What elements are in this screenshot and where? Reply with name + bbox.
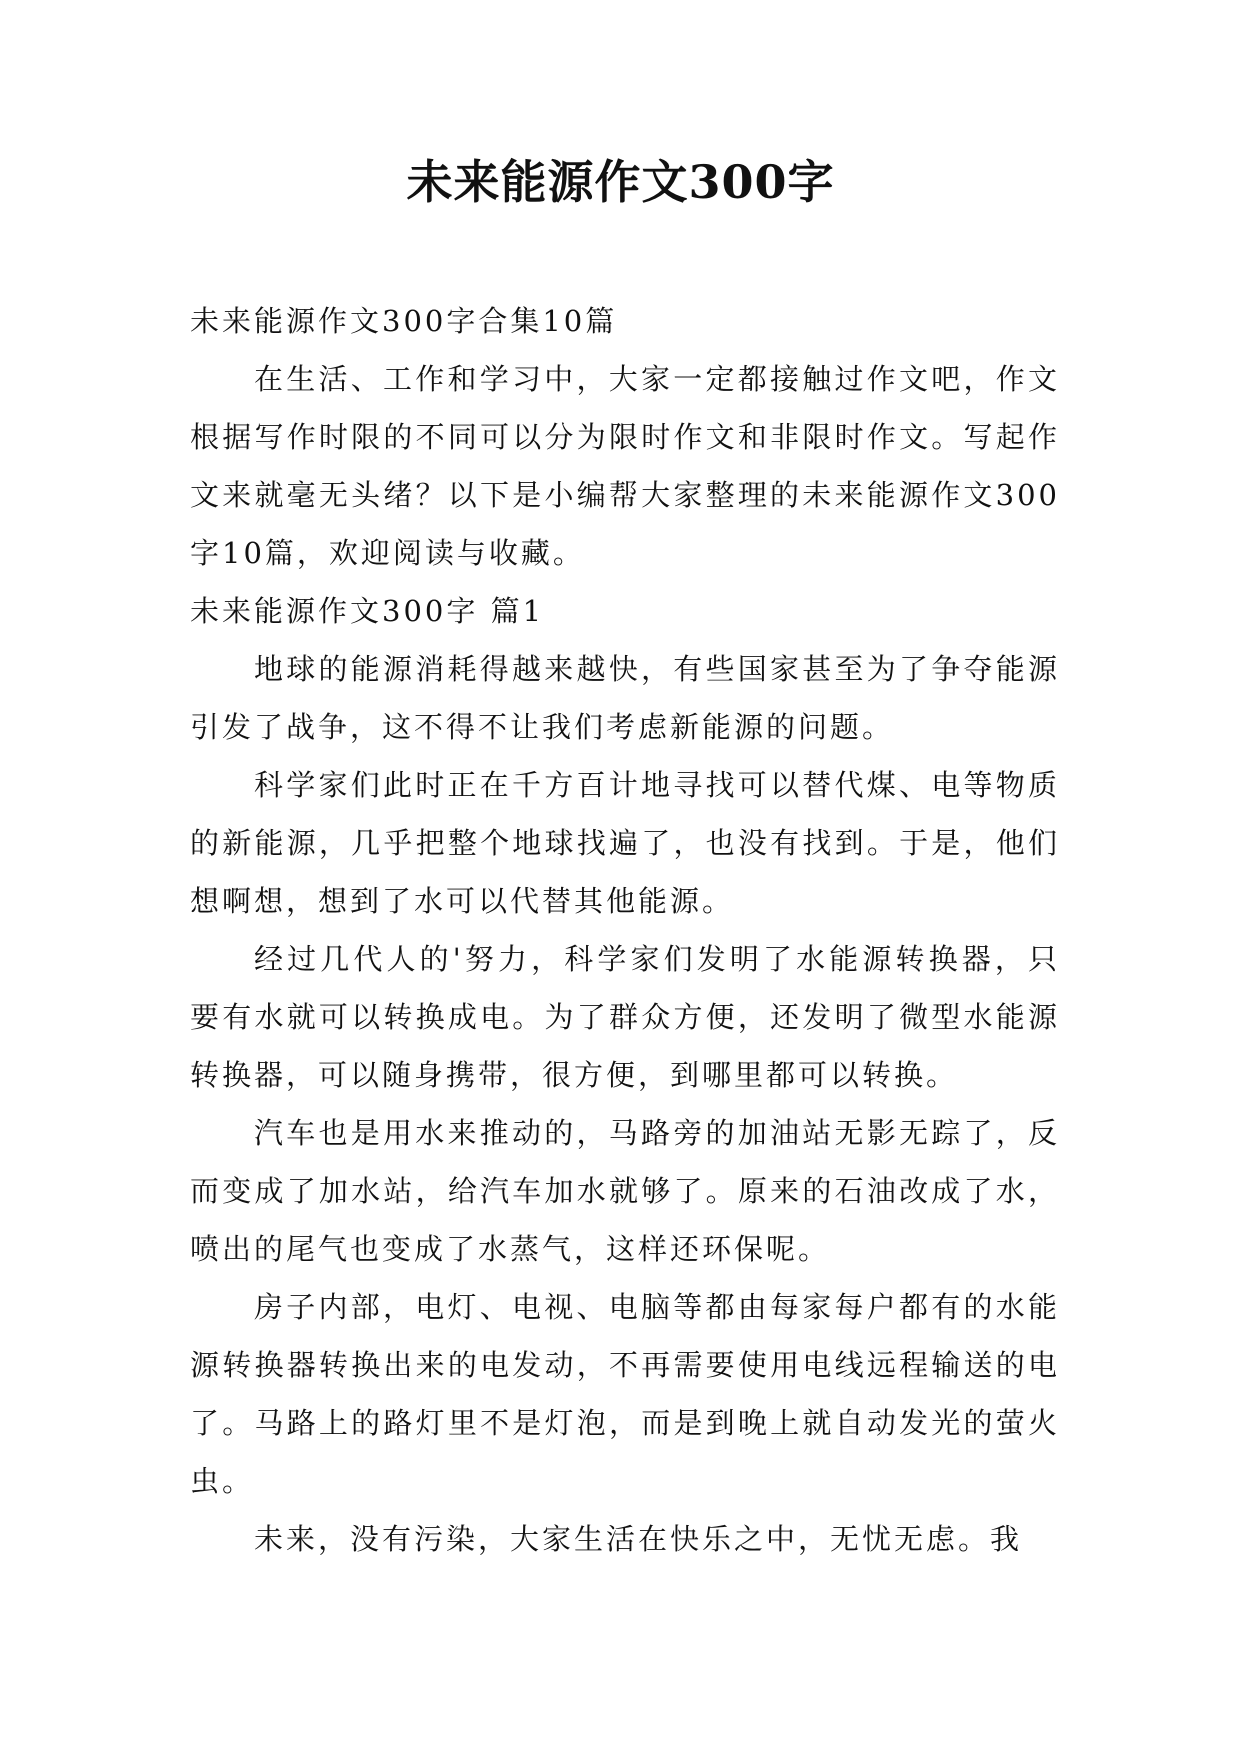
essay-paragraph: 房子内部，电灯、电视、电脑等都由每家每户都有的水能源转换器转换出来的电发动，不再需要使用电线远程输送的电了。马路上的路灯里不是灯泡，而是到晚上就自动发光的萤火虫。 xyxy=(190,1290,1060,1498)
essay-paragraph: 经过几代人的'努力，科学家们发明了水能源转换器，只要有水就可以转换成电。为了群众方便，还发明了微型水能源转换器，可以随身携带，很方便，到哪里都可以转换。 xyxy=(190,942,1060,1092)
essay-paragraph: 科学家们此时正在千方百计地寻找可以替代煤、电等物质的新能源，几乎把整个地球找遍了，也没有找到。于是，他们想啊想，想到了水可以代替其他能源。 xyxy=(190,768,1060,918)
document-title: 未来能源作文300字 xyxy=(406,155,835,209)
document-body xyxy=(190,292,1060,1568)
essay-paragraph: 地球的能源消耗得越来越快，有些国家甚至为了争夺能源引发了战争，这不得不让我们考虑新能源的问题。 xyxy=(190,652,1060,744)
essay-paragraph: 汽车也是用水来推动的，马路旁的加油站无影无踪了，反而变成了加水站，给汽车加水就够了。原来的石油改成了水，喷出的尾气也变成了水蒸气，这样还环保呢。 xyxy=(190,1116,1060,1266)
intro-paragraph: 在生活、工作和学习中，大家一定都接触过作文吧，作文根据写作时限的不同可以分为限时作文和非限时作文。写起作文来就毫无头绪？以下是小编帮大家整理的未来能源作文300字10篇，欢迎阅读与收藏。 xyxy=(190,362,1060,570)
collection-heading: 未来能源作文300字合集10篇 xyxy=(190,304,618,338)
essay-paragraph: 未来，没有污染，大家生活在快乐之中，无忧无虑。我 xyxy=(254,1522,1023,1556)
essay-1-heading: 未来能源作文300字 篇1 xyxy=(190,594,545,628)
